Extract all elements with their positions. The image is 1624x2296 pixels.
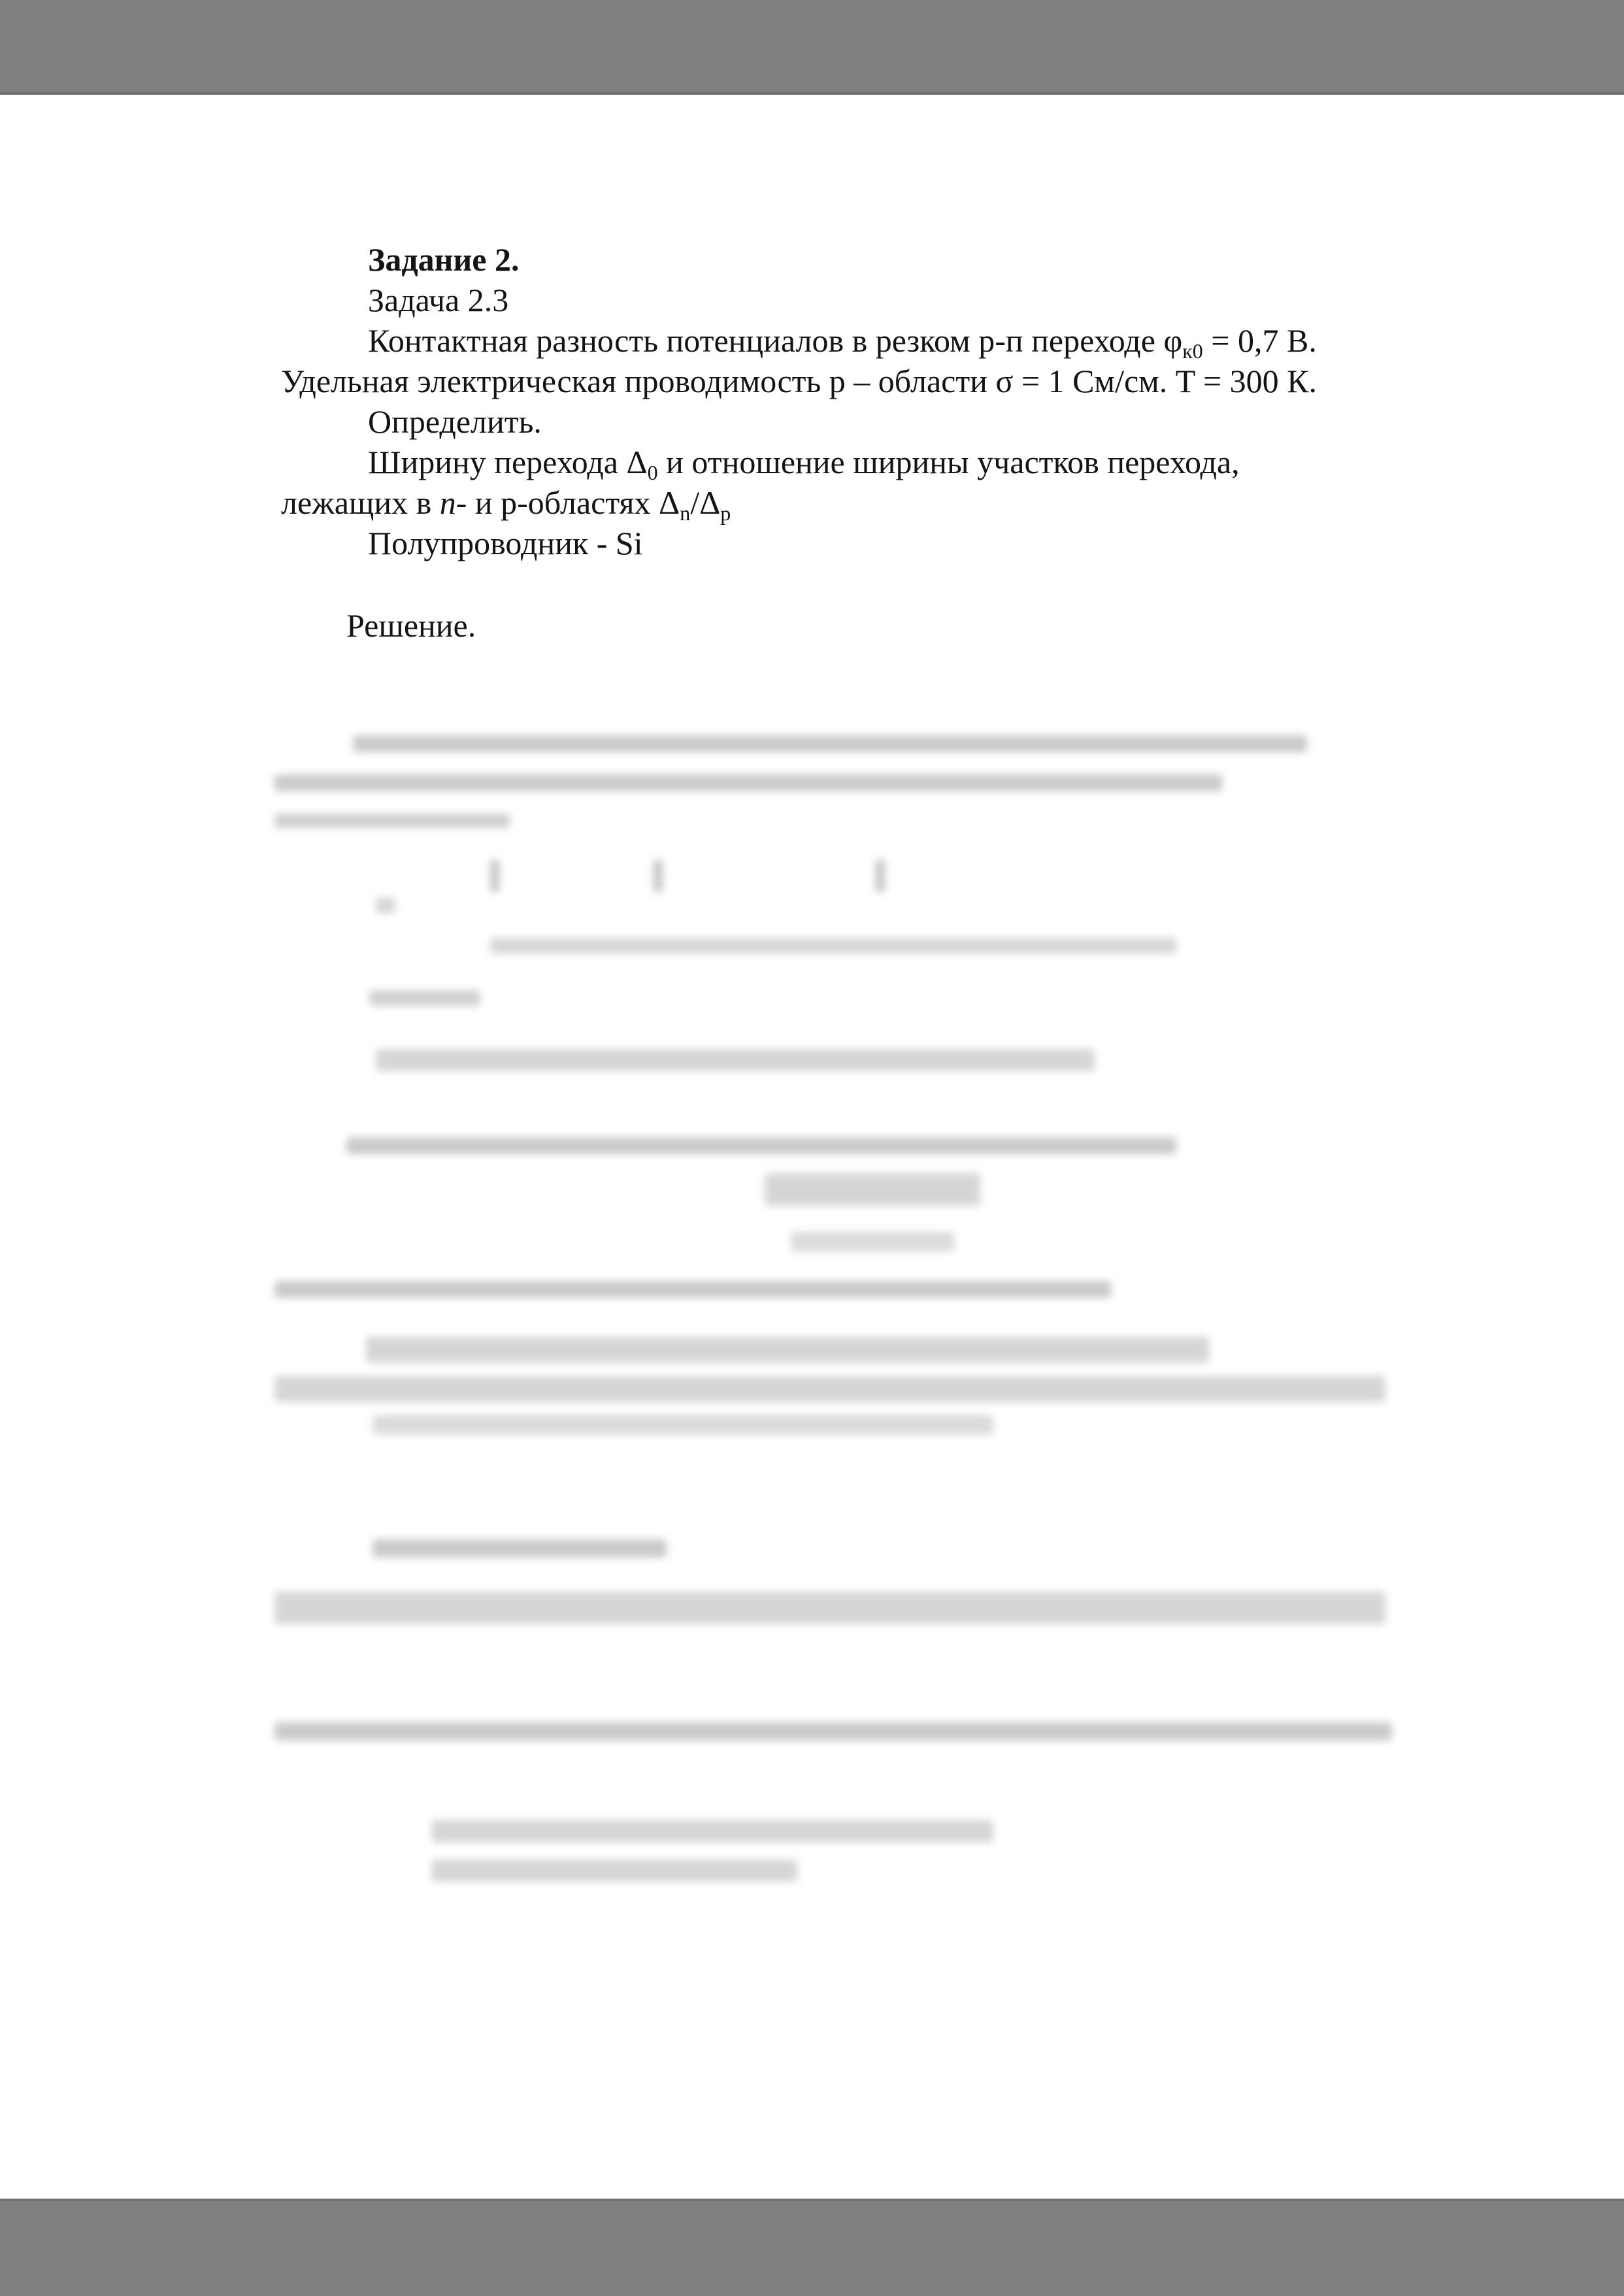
solution-heading: Решение. xyxy=(346,607,476,644)
problem-number: Задача 2.3 xyxy=(368,282,509,318)
line5-prefix: лежащих в xyxy=(281,484,440,521)
line5-mid: - и p-областях Δ xyxy=(456,484,680,521)
line4-prefix: Ширину перехода Δ xyxy=(368,444,648,480)
problem-text-line-4 xyxy=(368,441,1240,483)
problem-text-line-2: Удельная электрическая проводимость p – области σ = 1 См/см. T = 300 К. xyxy=(281,363,1317,399)
line1-prefix: Контактная разность потенциалов в резком p-п переходе φ xyxy=(368,322,1183,359)
line5-subscript-p: p xyxy=(720,501,731,525)
viewer-bottom-bar xyxy=(0,2199,1624,2296)
semiconductor-label: Полупроводник - Si xyxy=(368,525,643,561)
problem-text-line-1 xyxy=(368,320,1317,361)
document-page xyxy=(0,95,1624,2199)
line5-italic: n xyxy=(439,484,456,521)
line1-subscript: к0 xyxy=(1182,339,1203,363)
task-heading: Задание 2. xyxy=(368,241,520,278)
problem-text-line-5 xyxy=(281,482,731,524)
determine-label: Определить. xyxy=(368,403,542,440)
line4-suffix: и отношение ширины участков перехода, xyxy=(657,444,1240,480)
line5-subscript-n: n xyxy=(680,501,691,525)
line4-subscript: 0 xyxy=(647,461,658,484)
line5-slash: /Δ xyxy=(690,484,721,521)
viewer-top-bar xyxy=(0,0,1624,95)
line1-suffix: = 0,7 В. xyxy=(1202,322,1317,359)
blurred-solution-content xyxy=(268,722,1405,1918)
